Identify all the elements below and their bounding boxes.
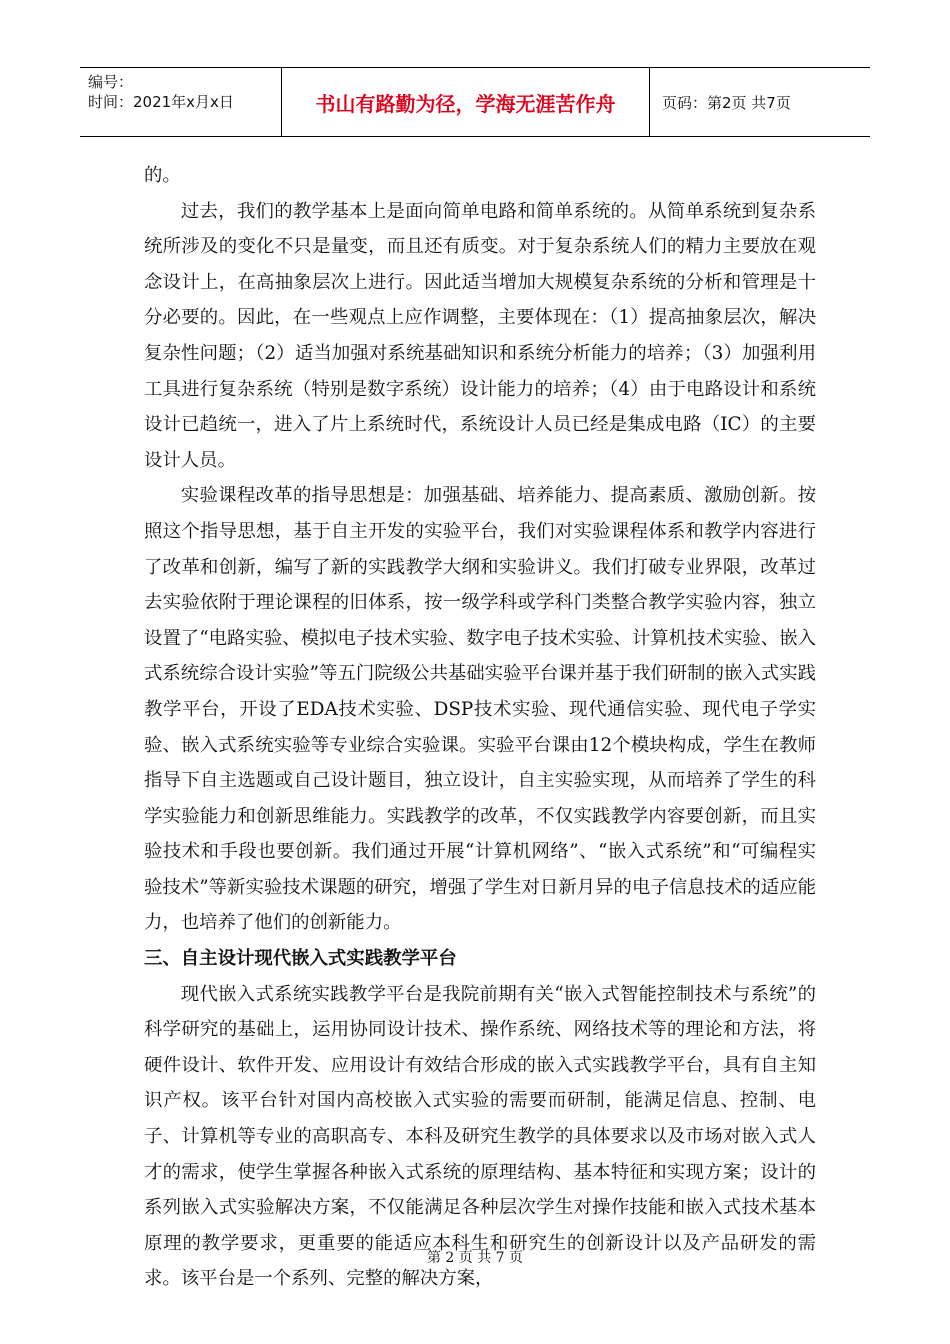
paragraph-course-reform: 实验课程改革的指导思想是：加强基础、培养能力、提高素质、激励创新。按照这个指导思想，基于自主开发的实验平台，我们对实验课程体系和教学内容进行了改革和创新，编写了新的实践教学大纲和实验讲义。我们打破专业界限，改革过去实验依附于理论课程的旧体系，按一级学科或学科门类整合教学实验内容，独立设置了“电路实验、模拟电子技术实验、数字电子技术实验、计算机技术实验、嵌入式系统综合设计实验”等五门院级公共基础实验平台课并基于我们研制的嵌入式实践教学平台，开设了EDA技术实验、DSP技术实验、现代通信实验、现代电子学实验、嵌入式系统实验等专业综合实验课。实验平台课由12个模块构成，学生在教师指导下自主选题或自己设计题目，独立设计，自主实验实现，从而培养了学生的科学实验能力和创新思维能力。实践教学的改革，不仅实践教学内容要创新，而且实验技术和手段也要创新。我们通过开展“计算机网络”、“嵌入式系统”和“可编程实验技术”等新实验技术课题的研究，增强了学生对日新月异的电子信息技术的适应能力，也培养了他们的创新能力。 xyxy=(144,485,816,934)
header-meta xyxy=(80,68,282,136)
header-motto: 书山有路勤为径，学海无涯苦作舟 xyxy=(282,68,650,136)
paragraph-complex-systems: 过去，我们的教学基本上是面向简单电路和简单系统的。从简单系统到复杂系统所涉及的变化不只是量变，而且还有质变。对于复杂系统人们的精力主要放在观念设计上，在高抽象层次上进行。因此适当增加大规模复杂系统的分析和管理是十分必要的。因此，在一些观点上应作调整，主要体现在：（1）提高抽象层次，解决复杂性问题；（2）适当加强对系统基础知识和系统分析能力的培养；（3）加强利用工具进行复杂系统（特别是数字系统）设计能力的培养；（4）由于电路设计和系统设计已趋统一，进入了片上系统时代，系统设计人员已经是集成电路（IC）的主要设计人员。 xyxy=(144,200,816,471)
header-page-info: 页码：第2页 共7页 xyxy=(662,93,791,112)
document-body xyxy=(144,158,816,1297)
page-header xyxy=(80,67,870,137)
page-footer: 第 2 页 共 7 页 xyxy=(426,1250,524,1266)
paragraph-continuation: 的。 xyxy=(144,165,181,186)
document-date: 时间：2021年x月x日 xyxy=(88,93,234,111)
section-heading: 三、自主设计现代嵌入式实践教学平台 xyxy=(144,948,457,970)
paragraph-platform: 现代嵌入式系统实践教学平台是我院前期有关“嵌入式智能控制技术与系统”的科学研究的基础上，运用协同设计技术、操作系统、网络技术等的理论和方法，将硬件设计、软件开发、应用设计有效结合形成的嵌入式实践教学平台，具有自主知识产权。该平台针对国内高校嵌入式实验的需要而研制，能满足信息、控制、电子、计算机等专业的高职高专、本科及研究生教学的具体要求以及市场对嵌入式人才的需求，使学生掌握各种嵌入式系统的原理结构、基本特征和实现方案；设计的系列嵌入式实验解决方案，不仅能满足各种层次学生对操作技能和嵌入式技术基本原理的教学要求，更重要的能适应本科生和研究生的创新设计以及产品研发的需求。该平台是一个系列、完整的解决方案， xyxy=(144,983,816,1290)
document-number: 编号： xyxy=(88,73,134,91)
